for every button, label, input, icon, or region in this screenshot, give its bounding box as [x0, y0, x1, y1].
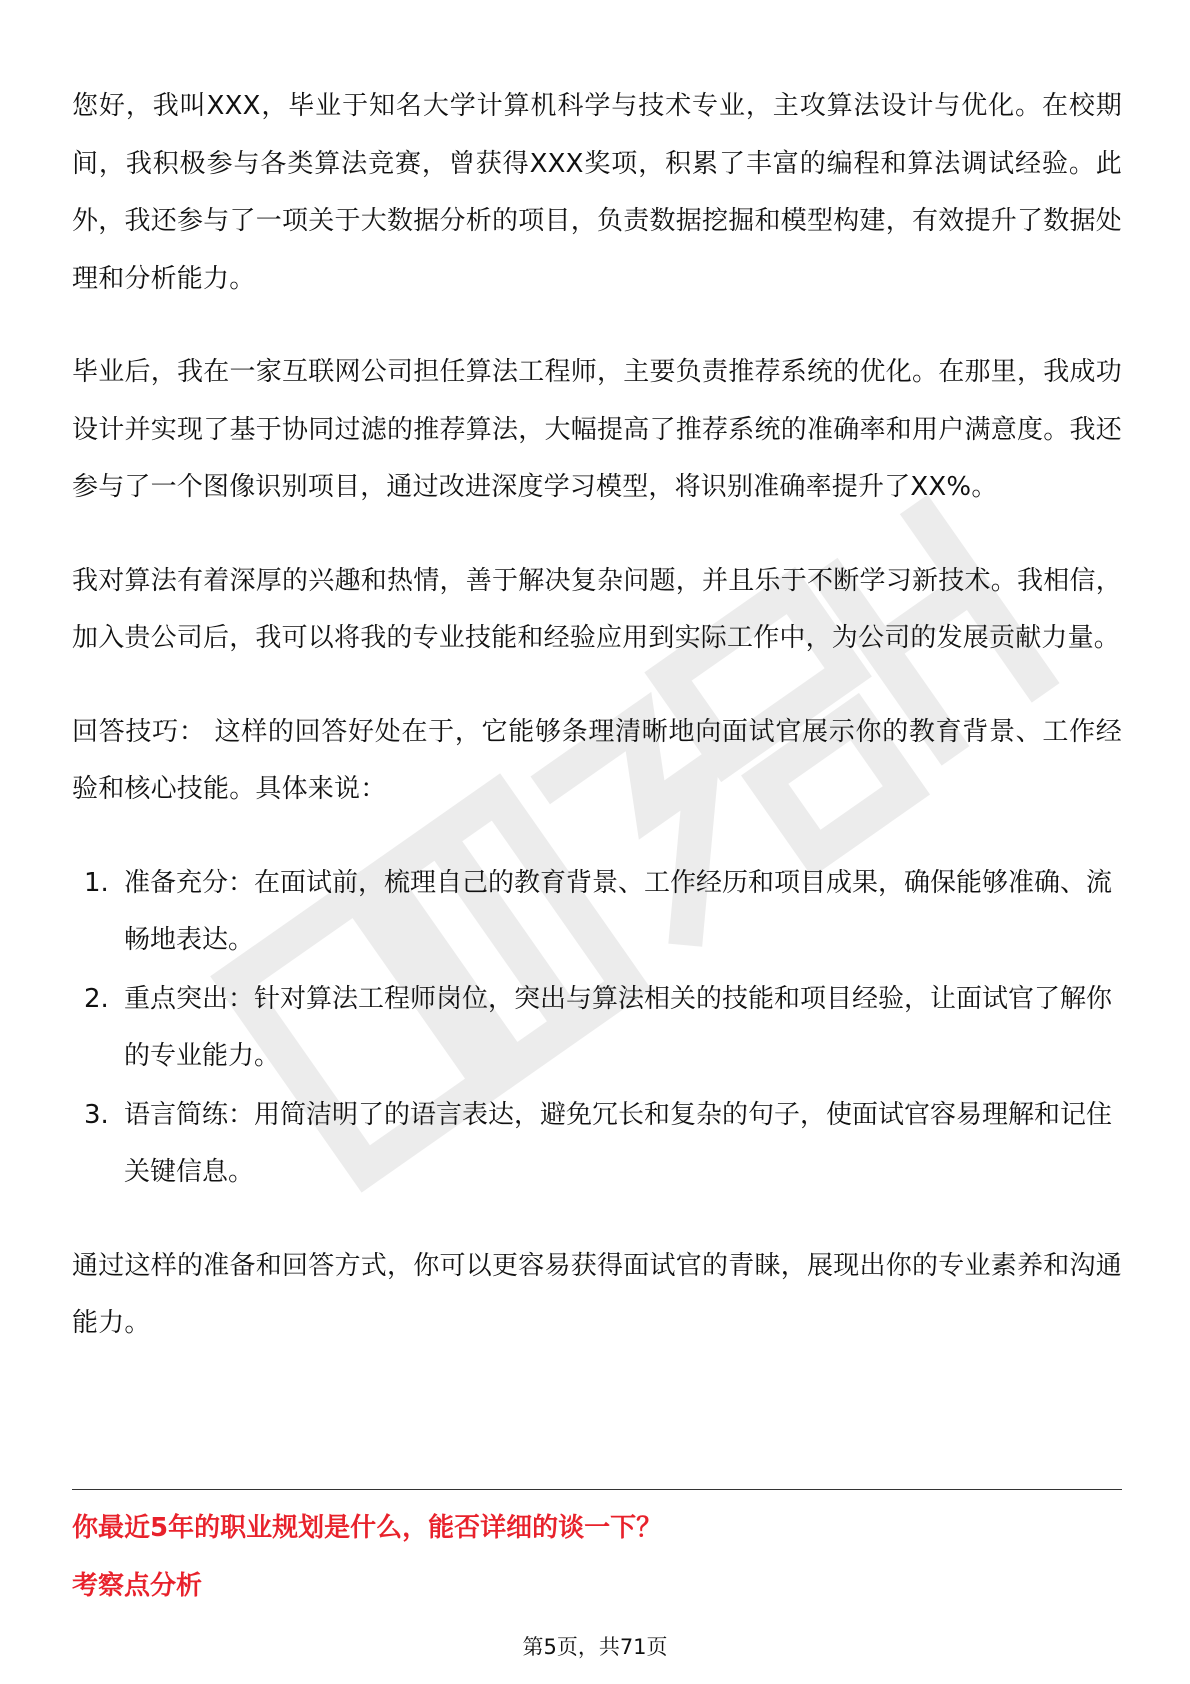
list-number: 2. — [84, 983, 109, 1014]
paragraph-closing: 通过这样的准备和回答方式，你可以更容易获得面试官的青睐，展现出你的专业素养和沟通能力。 — [72, 1250, 1122, 1338]
list-number: 3. — [84, 1099, 109, 1130]
page-footer: 第5页，共71页 — [522, 1635, 668, 1659]
list-item — [72, 1087, 1122, 1202]
list-item-text: 重点突出：针对算法工程师岗位，突出与算法相关的技能和项目经验，让面试官了解你的专业能力。 — [124, 983, 1113, 1071]
list-item — [72, 971, 1122, 1086]
section-heading: 考察点分析 — [72, 1571, 203, 1601]
tips-list — [72, 855, 1122, 1202]
question-heading: 你最近5年的职业规划是什么，能否详细的谈一下？ — [72, 1513, 663, 1543]
document-body — [72, 78, 1122, 1389]
list-item — [72, 855, 1122, 970]
section-divider — [72, 1489, 1122, 1490]
paragraph-motivation: 我对算法有着深厚的兴趣和热情，善于解决复杂问题，并且乐于不断学习新技术。我相信，加入贵公司后，我可以将我的专业技能和经验应用到实际工作中，为公司的发展贡献力量。 — [72, 565, 1122, 653]
list-number: 1. — [84, 867, 109, 898]
list-item-text: 语言简练：用简洁明了的语言表达，避免冗长和复杂的句子，使面试官容易理解和记住关键信息。 — [124, 1099, 1113, 1187]
list-item-text: 准备充分：在面试前，梳理自己的教育背景、工作经历和项目成果，确保能够准确、流畅地表达。 — [124, 867, 1113, 955]
paragraph-experience: 毕业后，我在一家互联网公司担任算法工程师，主要负责推荐系统的优化。在那里，我成功设计并实现了基于协同过滤的推荐算法，大幅提高了推荐系统的准确率和用户满意度。我还参与了一个图像识别项目，通过改进深度学习模型，将识别准确率提升了XX%。 — [72, 357, 1122, 502]
paragraph-intro: 您好，我叫XXX，毕业于知名大学计算机科学与技术专业，主攻算法设计与优化。在校期间，我积极参与各类算法竞赛，曾获得XXX奖项，积累了丰富的编程和算法调试经验。此外，我还参与了一项关于大数据分析的项目，负责数据挖掘和模型构建，有效提升了数据处理和分析能力。 — [72, 91, 1122, 294]
paragraph-tips-intro: 回答技巧： 这样的回答好处在于，它能够条理清晰地向面试官展示你的教育背景、工作经验和核心技能。具体来说： — [72, 716, 1123, 804]
